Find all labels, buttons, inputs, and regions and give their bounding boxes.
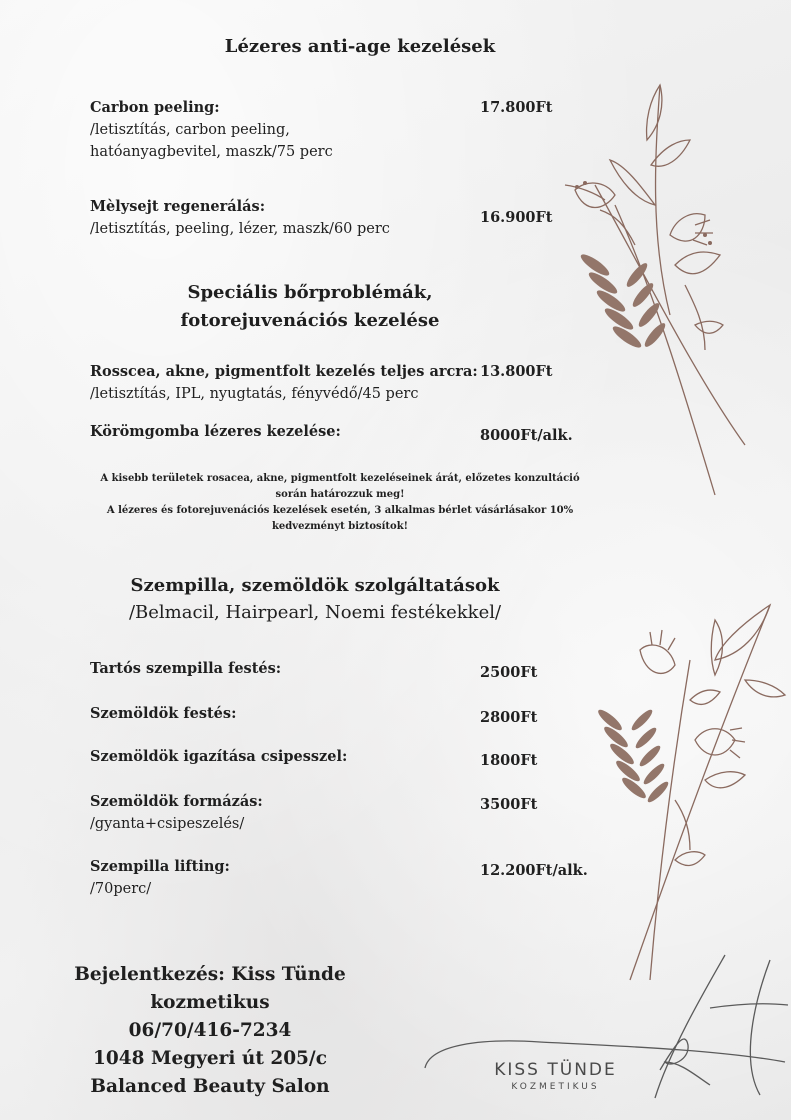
item-description: hatóanyagbevitel, maszk/75 perc: [90, 144, 333, 160]
note-line: A kisebb területek rosacea, akne, pigmentfolt kezeléseinek árát, előzetes konzultáció: [100, 473, 580, 484]
item-name: Szempilla lifting:: [90, 858, 230, 875]
item-description: /letisztítás, carbon peeling,: [90, 122, 290, 138]
item-price: 12.200Ft/alk.: [480, 862, 588, 879]
contact-address: 1048 Megyeri út 205/c: [93, 1048, 327, 1069]
list-item: [90, 196, 470, 240]
item-price: 3500Ft: [480, 796, 538, 813]
floral-illustration-bottom: [590, 600, 790, 990]
list-item: [90, 421, 480, 443]
section-title-lash-brow: Szempilla, szemöldök szolgáltatások: [130, 575, 500, 596]
note-line: során határozzuk meg!: [275, 489, 405, 500]
section-title-line: Speciális bőrproblémák,: [187, 282, 433, 303]
section-title-laser: Lézeres anti-age kezelések: [224, 36, 496, 57]
contact-salon: Balanced Beauty Salon: [90, 1076, 330, 1097]
note-line: kedvezményt biztosítok!: [271, 521, 409, 532]
item-name: Rosscea, akne, pigmentfolt kezelés teljes arcra:: [90, 363, 478, 380]
item-name: Tartós szempilla festés:: [90, 660, 282, 677]
item-description: /letisztítás, peeling, lézer, maszk/60 perc: [90, 221, 390, 237]
section-subtitle: /Belmacil, Hairpearl, Noemi festékekkel/: [128, 602, 502, 623]
contact-line: Bejelentkezés: Kiss Tünde: [74, 964, 346, 985]
item-price: 17.800Ft: [480, 99, 553, 116]
section-title-line: fotorejuvenációs kezelése: [180, 310, 440, 331]
item-name: Carbon peeling:: [90, 99, 220, 116]
item-description: /letisztítás, IPL, nyugtatás, fényvédő/45 perc: [90, 386, 419, 402]
floral-illustration-top: [555, 75, 755, 505]
item-name: Körömgomba lézeres kezelése:: [90, 423, 341, 440]
item-description: /70perc/: [90, 881, 152, 897]
item-name: Szemöldök festés:: [90, 705, 237, 722]
logo-tagline: KOZMETIKUS: [511, 1082, 600, 1092]
contact-block: [60, 961, 360, 1101]
list-item: [90, 856, 470, 900]
item-price: 2800Ft: [480, 709, 538, 726]
section-title-skin: [100, 279, 520, 335]
item-description: /gyanta+csipeszelés/: [90, 816, 245, 832]
contact-line: kozmetikus: [150, 992, 270, 1013]
list-item: [90, 361, 480, 405]
item-price: 8000Ft/alk.: [480, 427, 573, 444]
list-item: [90, 703, 470, 725]
list-item: [90, 97, 470, 163]
item-name: Szemöldök formázás:: [90, 793, 263, 810]
list-item: [90, 746, 470, 768]
item-price: 2500Ft: [480, 664, 538, 681]
item-name: Mèlysejt regenerálás:: [90, 198, 266, 215]
pricing-note: [90, 471, 590, 535]
item-price: 1800Ft: [480, 752, 538, 769]
brand-logo: [420, 950, 790, 1100]
item-name: Szemöldök igazítása csipesszel:: [90, 748, 348, 765]
item-price: 16.900Ft: [480, 209, 553, 226]
note-line: A lézeres és fotorejuvenációs kezelések esetén, 3 alkalmas bérlet vásárlásakor 10%: [106, 505, 574, 516]
item-price: 13.800Ft: [480, 363, 553, 380]
list-item: [90, 658, 470, 680]
contact-phone: 06/70/416-7234: [128, 1020, 292, 1041]
list-item: [90, 791, 470, 835]
logo-name: KISS TÜNDE: [494, 1060, 617, 1080]
